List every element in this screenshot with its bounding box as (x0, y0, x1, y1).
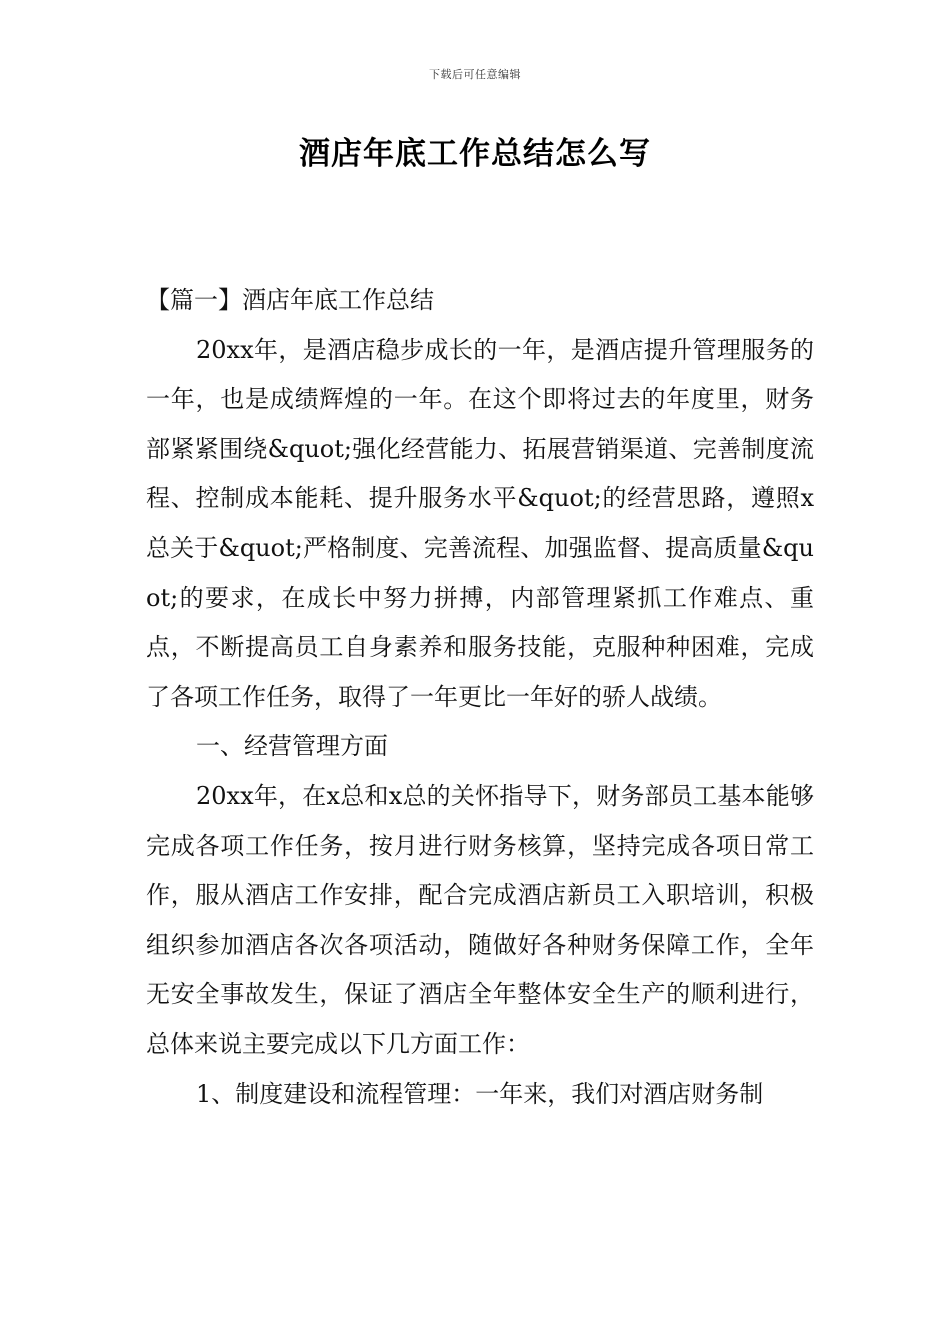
subsection-heading-business-management: 一、经营管理方面 (196, 732, 388, 761)
section-heading: 【篇一】酒店年底工作总结 (146, 286, 434, 314)
body-paragraph-business-management: 20xx年，在x总和x总的关怀指导下，财务部员工基本能够完成各项工作任务，按月进行财务核算，坚持完成各项日常工作，服从酒店工作安排，配合完成酒店新员工入职培训，积极组织参加酒店各次各项活动，随做好各种财务保障工作，全年无安全事故发生，保证了酒店全年整体安全生产的顺利进行，总体来说主要完成以下几方面工作： (146, 781, 814, 1058)
body-paragraph-system-building: 1、制度建设和流程管理：一年来，我们对酒店财务制 (196, 1079, 764, 1108)
body-paragraph-intro: 20xx年，是酒店稳步成长的一年，是酒店提升管理服务的一年，也是成绩辉煌的一年。在这个即将过去的年度里，财务部紧紧围绕&quot;强化经营能力、拓展营销渠道、完善制度流程、控制成本能耗、提升服务水平&quot;的经营思路，遵照x总关于&quot;严格制度、完善流程、加强监督、提高质量&quot;的要求，在成长中努力拼搏，内部管理紧抓工作难点、重点，不断提高员工自身素养和服务技能，克服种种困难，完成了各项工作任务，取得了一年更比一年好的骄人战绩。 (146, 335, 814, 711)
header-note: 下载后可任意编辑 (429, 68, 521, 81)
document-title: 酒店年底工作总结怎么写 (299, 136, 651, 172)
document-body (146, 276, 814, 1119)
